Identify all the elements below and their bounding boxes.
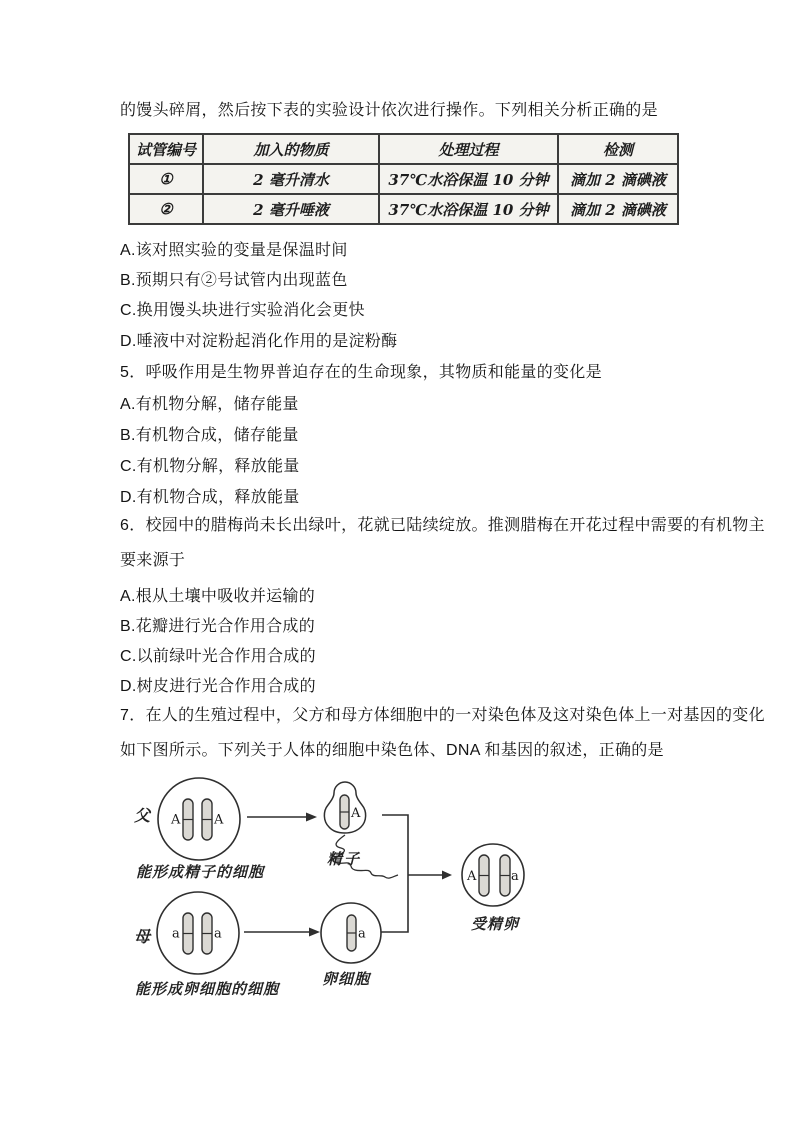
genetics-diagram: [120, 775, 570, 1015]
arrowhead: [442, 871, 452, 880]
table-cell: ②: [129, 194, 203, 224]
table-header-cell: 检测: [558, 134, 678, 164]
gene-label: a: [214, 926, 222, 942]
table-cell: 滴加 2 滴碘液: [558, 194, 678, 224]
table-header-cell: 处理过程: [379, 134, 558, 164]
question4-stem-continuation: 的馒头碎屑，然后按下表的实验设计依次进行操作。下列相关分析正确的是: [120, 102, 658, 119]
gene-label: A: [171, 812, 181, 828]
father-cell-caption: 能形成精子的细胞: [136, 863, 265, 881]
sperm-label: 精子: [327, 850, 362, 868]
question4-option-a: A.该对照实验的变量是保温时间: [120, 242, 348, 259]
gene-label: a: [172, 926, 180, 942]
table-cell: 2 毫升唾液: [203, 194, 379, 224]
question5-option-a: A.有机物分解，储存能量: [120, 396, 299, 413]
arrowhead: [306, 813, 317, 822]
arrowhead: [309, 928, 320, 937]
mother-label: 母: [134, 927, 151, 946]
table-cell: ①: [129, 164, 203, 194]
question4-option-c: C.换用馒头块进行实验消化会更快: [120, 302, 365, 319]
gene-label: a: [511, 869, 519, 884]
table-header-cell: 试管编号: [129, 134, 203, 164]
fertilization-bracket: [381, 815, 408, 932]
question6-option-c: C.以前绿叶光合作用合成的: [120, 648, 316, 665]
question4-option-d: D.唾液中对淀粉起消化作用的是淀粉酶: [120, 333, 398, 350]
father-label: 父: [134, 806, 151, 825]
question7-stem-line2: 如下图所示。下列关于人体的细胞中染色体、DNA 和基因的叙述，正确的是: [120, 742, 664, 759]
zygote-label: 受精卵: [471, 915, 520, 933]
gene-label: A: [214, 812, 224, 828]
gene-label: A: [467, 869, 477, 884]
table-cell: 滴加 2 滴碘液: [558, 164, 678, 194]
gene-label: a: [358, 926, 366, 942]
question6-option-b: B.花瓣进行光合作用合成的: [120, 618, 316, 635]
question6-stem-line1: 6．校园中的腊梅尚未长出绿叶，花就已陆续绽放。推测腊梅在开花过程中需要的有机物主: [120, 517, 765, 534]
table-cell: 37℃水浴保温 10 分钟: [379, 164, 558, 194]
mother-cell-caption: 能形成卵细胞的细胞: [135, 980, 280, 998]
question7-stem-line1: 7．在人的生殖过程中，父方和母方体细胞中的一对染色体及这对染色体上一对基因的变化: [120, 707, 765, 724]
egg-label: 卵细胞: [322, 970, 371, 988]
question6-option-a: A.根从土壤中吸收并运输的: [120, 588, 316, 605]
question6-stem-line2: 要来源于: [120, 552, 186, 569]
table-header-cell: 加入的物质: [203, 134, 379, 164]
table-row: [129, 164, 678, 194]
mother-cell-circle: [157, 892, 239, 974]
table-cell: 2 毫升清水: [203, 164, 379, 194]
question5-option-c: C.有机物分解，释放能量: [120, 458, 300, 475]
experiment-table: [128, 133, 679, 225]
question6-option-d: D.树皮进行光合作用合成的: [120, 678, 316, 695]
table-header-row: [129, 134, 678, 164]
question4-option-b: B.预期只有②号试管内出现蓝色: [120, 272, 348, 289]
question5-stem: 5．呼吸作用是生物界普迫存在的生命现象，其物质和能量的变化是: [120, 364, 602, 381]
table-cell: 37℃水浴保温 10 分钟: [379, 194, 558, 224]
gene-label: A: [351, 806, 361, 821]
question5-option-b: B.有机物合成，储存能量: [120, 427, 299, 444]
question5-option-d: D.有机物合成，释放能量: [120, 489, 300, 506]
table-row: [129, 194, 678, 224]
